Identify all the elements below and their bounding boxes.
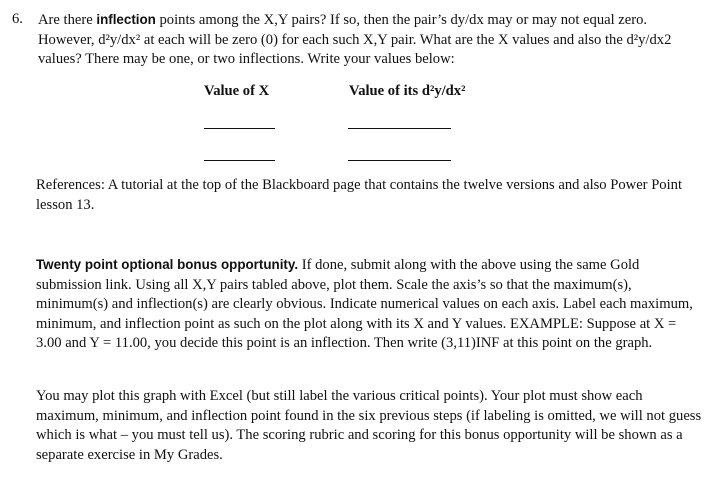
bonus-paragraph xyxy=(36,255,704,354)
column-header-second-derivative: Value of its d²y/dx² xyxy=(349,83,466,99)
question-number: 6. xyxy=(12,11,23,27)
excel-note-paragraph: You may plot this graph with Excel (but still label the various critical points). Your plot must show each maximum, minimum, and inflection point found in the six previous steps (if labeling is omitted, we will not guess which is what – you must tell us). The scoring rubric and scoring for this bonus opportunity will be shown as a separate exercise in My Grades. xyxy=(36,388,702,463)
question-text-part1: Are there xyxy=(38,12,97,28)
bonus-text: If done, submit along with the above using the same Gold submission link. Using all X,Y pairs tabled above, plot them. Scale the axis’s so that the maximum(s), minimum(s) and inflection(s) are clearly obvious. Indicate numerical values on each axis. Label each maximum, minimum, and inflection point as such on the plot along with its X and Y values. EXAMPLE: Suppose at X = 3.00 and Y = 11.00, you decide this point is an inflection. Then write (3,11)INF at this point on the graph. xyxy=(36,257,693,351)
answer-blank-x-2[interactable] xyxy=(204,160,275,161)
answer-blank-d2-2[interactable] xyxy=(348,160,451,161)
bonus-heading: Twenty point optional bonus opportunity. xyxy=(36,257,299,272)
question-text xyxy=(38,10,702,70)
column-header-x: Value of X xyxy=(204,83,270,99)
references-paragraph: References: A tutorial at the top of the Blackboard page that contains the twelve versions and also Power Point lesson 13. xyxy=(36,177,683,213)
inflection-keyword: inflection xyxy=(96,12,156,27)
answer-blank-x-1[interactable] xyxy=(204,128,275,129)
question-6 xyxy=(12,10,702,70)
answer-blank-d2-1[interactable] xyxy=(348,128,451,129)
question-text-part2: points among the X,Y pairs? If so, then the pair’s dy/dx may or may not equal zero. However, d²y/dx² at each will be zero (0) for each such X,Y pair. What are the X values and also the d²y/dx2 values? There may be one, or two inflections. Write your values below: xyxy=(38,12,672,67)
